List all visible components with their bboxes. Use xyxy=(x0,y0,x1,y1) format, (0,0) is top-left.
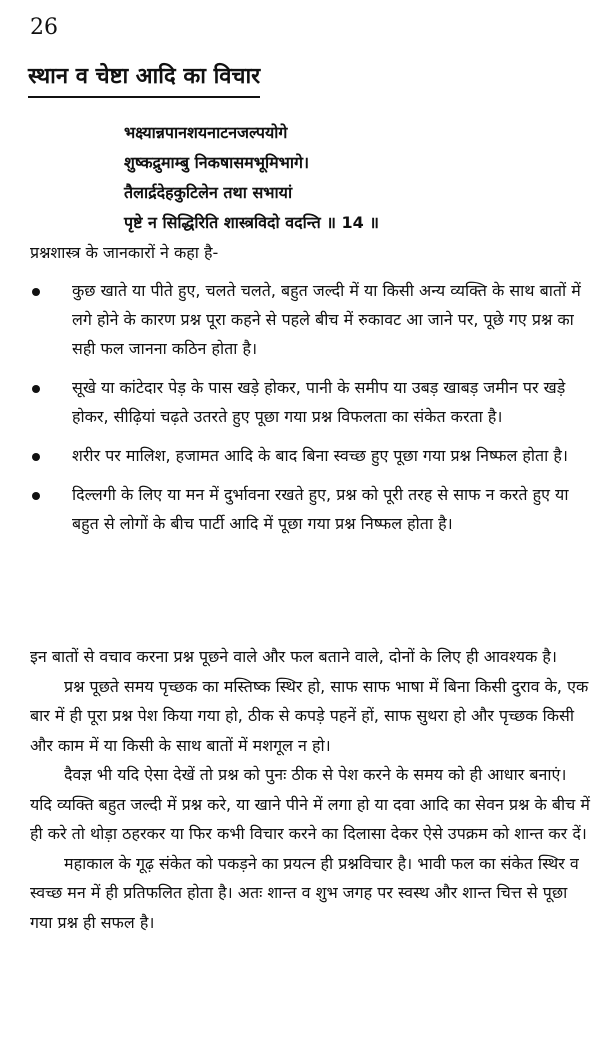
paragraph: महाकाल के गूढ़ संकेत को पकड़ने का प्रयत्न ही प्रश्नविचार है। भावी फल का संकेत स्थिर व स्वच्छ मन में ही प्रतिफलित होता है। अतः शान्त व शुभ जगह पर स्वस्थ और शान्त चित्त से पूछा गया प्रश्न ही सफल है। xyxy=(30,853,579,932)
list-item-text: शरीर पर मालिश, हजामत आदि के बाद बिना स्वच्छ हुए पूछा गया प्रश्न निष्फल होता है। xyxy=(72,446,568,465)
list-item-text: कुछ खाते या पीते हुए, चलते चलते, बहुत जल्दी में या किसी अन्य व्यक्ति के साथ बातों में लगे होने के कारण प्रश्न पूरा कहने से पहले बीच में रुकावट आ जाने पर, पूछे गए प्रश्न का सही फल जानना कठिन होता है। xyxy=(72,281,581,358)
verse-line: शुष्कद्रुमाम्बु निकषासमभूमिभागे। xyxy=(124,153,310,172)
list-item-text: दिल्लगी के लिए या मन में दुर्भावना रखते हुए, प्रश्न को पूरी तरह से साफ न करते हुए या बहुत से लोगों के बीच पार्टी आदि में पूछा गया प्रश्न निष्फल होता है। xyxy=(72,485,569,533)
page-number: 26 xyxy=(30,15,58,40)
intro-text: प्रश्नशास्त्र के जानकारों ने कहा है- xyxy=(30,243,219,262)
list-item xyxy=(30,480,590,538)
bullet-icon xyxy=(32,385,40,393)
list-item-text: सूखे या कांटेदार पेड़ के पास खड़े होकर, पानी के समीप या उबड़ खाबड़ जमीन पर खड़े होकर, सीढ़ियां चढ़ते उतरते हुए पूछा गया प्रश्न विफलता का संकेत करता है। xyxy=(72,378,566,426)
bullet-list xyxy=(30,276,590,548)
bullet-icon xyxy=(32,288,40,296)
verse-line: पृष्टे न सिद्धिरिति शास्त्रविदो वदन्ति ॥ 14 ॥ xyxy=(124,213,379,232)
verse-line: भक्ष्यान्नपानशयनाटनजल्पयोगे xyxy=(124,123,288,142)
paragraph: प्रश्न पूछते समय पृच्छक का मस्तिष्क स्थिर हो, साफ साफ भाषा में बिना किसी दुराव के, एक बार में ही पूरा प्रश्न पेश किया गया हो, ठीक से कपड़े पहनें हों, साफ सुथरा हो और पृच्छक किसी और काम में या किसी के साथ बातों में मशगूल न हो। xyxy=(30,676,589,755)
verse-line: तैलार्द्रदेहकुटिलेन तथा सभायां xyxy=(124,183,293,202)
paragraph: दैवज्ञ भी यदि ऐसा देखें तो प्रश्न को पुनः ठीक से पेश करने के समय को ही आधार बनाएं। यदि व्यक्ति बहुत जल्दी में प्रश्न करे, या खाने पीने में लगा हो या दवा आदि का सेवन प्रश्न के बीच में ही करे तो थोड़ा ठहरकर या फिर कभी विचार करने का दिलासा देकर ऐसे उपक्रम को शान्त कर दें। xyxy=(30,765,590,843)
list-item xyxy=(30,441,590,470)
list-item xyxy=(30,276,590,363)
section-title: स्थान व चेष्टा आदि का विचार xyxy=(28,60,260,98)
list-item xyxy=(30,373,590,431)
body-text xyxy=(30,642,590,937)
bullet-icon xyxy=(32,492,40,500)
sanskrit-verse xyxy=(124,118,594,238)
paragraph: इन बातों से वचाव करना प्रश्न पूछने वाले और फल बताने वाले, दोनों के लिए ही आवश्यक है। xyxy=(30,647,557,666)
bullet-icon xyxy=(32,453,40,461)
